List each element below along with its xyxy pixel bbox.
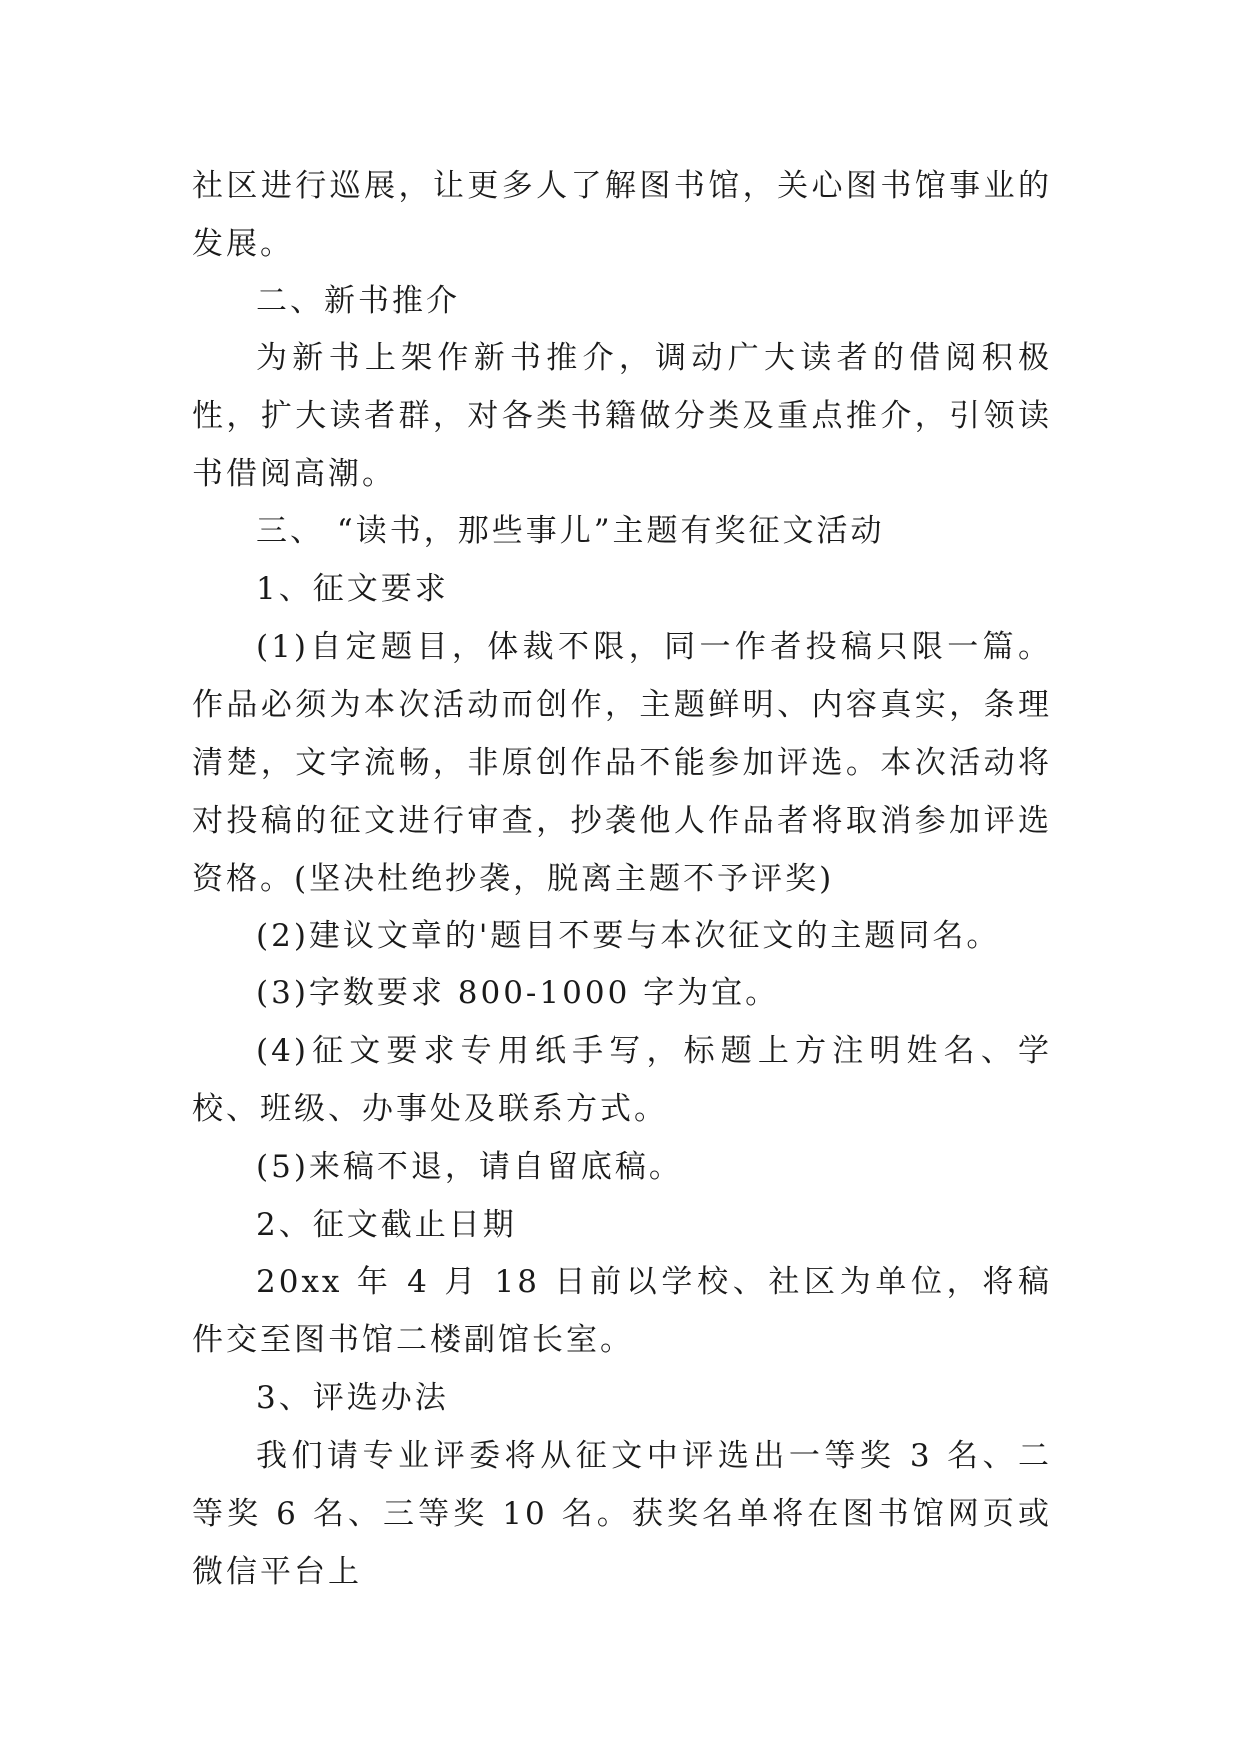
paragraph-exhibition-continuation: 社区进行巡展，让更多人了解图书馆，关心图书馆事业的发展。 [192,168,1052,262]
requirement-item-4: (4)征文要求专用纸手写，标题上方注明姓名、学校、班级、办事处及联系方式。 [192,1033,1052,1127]
requirement-item-2: (2)建议文章的'题目不要与本次征文的主题同名。 [256,918,1001,954]
paragraph-new-books: 为新书上架作新书推介，调动广大读者的借阅积极性，扩大读者群，对各类书籍做分类及重点推介，引领读书借阅高潮。 [192,340,1052,492]
section-heading-new-books: 二、新书推介 [256,283,460,319]
subheading-judging-method: 3、评选办法 [256,1380,449,1416]
subheading-essay-requirements: 1、征文要求 [256,571,449,607]
subheading-deadline: 2、征文截止日期 [256,1207,517,1243]
paragraph-deadline: 20xx 年 4 月 18 日前以学校、社区为单位，将稿件交至图书馆二楼副馆长室。 [192,1264,1052,1358]
requirement-item-3: (3)字数要求 800-1000 字为宜。 [256,975,780,1011]
requirement-item-1: (1)自定题目，体裁不限，同一作者投稿只限一篇。作品必须为本次活动而创作，主题鲜明、内容真实，条理清楚，文字流畅，非原创作品不能参加评选。本次活动将对投稿的征文进行审查，抄袭他人作品者将取消参加评选资格。(坚决杜绝抄袭，脱离主题不予评奖) [192,629,1052,897]
paragraph-judging-method: 我们请专业评委将从征文中评选出一等奖 3 名、二等奖 6 名、三等奖 10 名。获奖名单将在图书馆网页或微信平台上 [192,1438,1052,1590]
section-heading-essay-contest: 三、 “读书，那些事儿”主题有奖征文活动 [256,513,885,549]
requirement-item-5: (5)来稿不退，请自留底稿。 [256,1149,683,1185]
